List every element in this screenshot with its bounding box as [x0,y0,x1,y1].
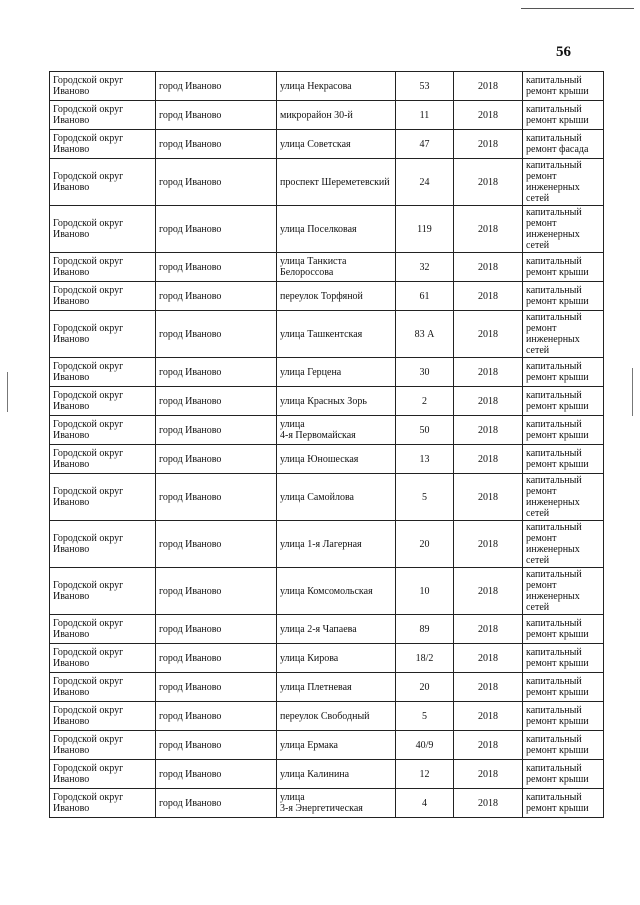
year-cell [454,760,523,789]
city-cell [156,282,277,311]
work-type-cell-text: капитальный ремонт крыши [526,285,589,307]
house-number-cell-text: 11 [419,109,430,121]
year-cell [454,253,523,282]
work-type-cell-text: капитальный ремонт крыши [526,361,589,383]
house-number-cell-text: 83 А [414,328,435,340]
district-cell-text: Городской округ Иваново [53,676,124,698]
house-number-cell-text: 5 [422,710,427,722]
district-cell-text: Городской округ Иваново [53,647,124,669]
house-number-cell [396,731,454,760]
city-cell [156,474,277,521]
street-cell-text: улица 3-я Энергетическая [280,792,363,814]
work-type-cell [523,789,604,818]
work-type-cell-text: капитальный ремонт крыши [526,104,589,126]
repair-program-table [49,71,604,818]
district-cell [50,130,156,159]
district-cell-text: Городской округ Иваново [53,618,124,640]
year-cell [454,311,523,358]
table-row [50,253,604,282]
year-cell-text: 2018 [478,585,498,597]
house-number-cell-text: 20 [419,538,430,550]
district-cell [50,253,156,282]
street-cell [277,72,396,101]
house-number-cell [396,474,454,521]
table-row [50,644,604,673]
district-cell-text: Городской округ Иваново [53,285,124,307]
city-cell [156,101,277,130]
work-type-cell [523,445,604,474]
house-number-cell [396,282,454,311]
district-cell [50,474,156,521]
work-type-cell-text: капитальный ремонт инженерных сетей [526,475,582,519]
year-cell [454,72,523,101]
house-number-cell-text: 12 [419,768,430,780]
year-cell-text: 2018 [478,80,498,92]
work-type-cell [523,702,604,731]
street-cell-text: улица 4-я Первомайская [280,419,356,441]
street-cell [277,130,396,159]
city-cell-text: город Иваново [159,366,222,378]
city-cell-text: город Иваново [159,424,222,436]
work-type-cell-text: капитальный ремонт крыши [526,647,589,669]
street-cell [277,282,396,311]
street-cell-text: улица Ермака [280,739,338,751]
district-cell [50,760,156,789]
district-cell-text: Городской округ Иваново [53,390,124,412]
year-cell [454,474,523,521]
work-type-cell [523,130,604,159]
house-number-cell-text: 53 [419,80,430,92]
street-cell-text: улица Юношеская [280,453,359,465]
year-cell [454,282,523,311]
city-cell-text: город Иваново [159,176,222,188]
house-number-cell [396,358,454,387]
city-cell-text: город Иваново [159,109,222,121]
work-type-cell-text: капитальный ремонт крыши [526,763,589,785]
city-cell-text: город Иваново [159,681,222,693]
district-cell-text: Городской округ Иваново [53,256,124,278]
city-cell-text: город Иваново [159,80,222,92]
table-row [50,445,604,474]
district-cell [50,282,156,311]
street-cell-text: улица Герцена [280,366,342,378]
street-cell-text: улица Ташкентская [280,328,363,340]
year-cell-text: 2018 [478,768,498,780]
work-type-cell [523,416,604,445]
city-cell-text: город Иваново [159,223,222,235]
street-cell-text: улица Комсомольская [280,585,373,597]
city-cell [156,445,277,474]
district-cell [50,101,156,130]
year-cell [454,206,523,253]
year-cell-text: 2018 [478,290,498,302]
street-cell [277,206,396,253]
district-cell [50,731,156,760]
year-cell [454,101,523,130]
work-type-cell-text: капитальный ремонт крыши [526,75,589,97]
street-cell-text: переулок Торфяной [280,290,363,302]
city-cell [156,416,277,445]
year-cell-text: 2018 [478,797,498,809]
year-cell-text: 2018 [478,109,498,121]
street-cell-text: проспект Шереметевский [280,176,390,188]
district-cell [50,159,156,206]
city-cell-text: город Иваново [159,739,222,751]
year-cell-text: 2018 [478,453,498,465]
district-cell-text: Городской округ Иваново [53,734,124,756]
table-row [50,731,604,760]
table-row [50,789,604,818]
district-cell [50,72,156,101]
work-type-cell [523,206,604,253]
year-cell [454,416,523,445]
house-number-cell-text: 119 [417,223,432,235]
table-row [50,615,604,644]
city-cell [156,159,277,206]
city-cell-text: город Иваново [159,652,222,664]
district-cell-text: Городской округ Иваново [53,486,124,508]
street-cell [277,760,396,789]
street-cell-text: переулок Свободный [280,710,370,722]
work-type-cell [523,615,604,644]
district-cell [50,521,156,568]
city-cell [156,760,277,789]
street-cell-text: улица Советская [280,138,351,150]
year-cell [454,358,523,387]
street-cell [277,731,396,760]
work-type-cell [523,311,604,358]
work-type-cell-text: капитальный ремонт крыши [526,618,589,640]
year-cell [454,673,523,702]
year-cell [454,789,523,818]
year-cell [454,615,523,644]
city-cell [156,521,277,568]
table-body [50,72,604,818]
work-type-cell [523,72,604,101]
city-cell-text: город Иваново [159,290,222,302]
year-cell-text: 2018 [478,366,498,378]
city-cell [156,72,277,101]
district-cell [50,615,156,644]
work-type-cell [523,521,604,568]
house-number-cell-text: 20 [419,681,430,693]
work-type-cell-text: капитальный ремонт инженерных сетей [526,207,582,251]
street-cell-text: улица 2-я Чапаева [280,623,357,635]
city-cell-text: город Иваново [159,328,222,340]
district-cell [50,358,156,387]
city-cell-text: город Иваново [159,623,222,635]
district-cell [50,789,156,818]
year-cell-text: 2018 [478,395,498,407]
year-cell-text: 2018 [478,261,498,273]
street-cell-text: улица Калинина [280,768,350,780]
work-type-cell-text: капитальный ремонт крыши [526,676,589,698]
district-cell-text: Городской округ Иваново [53,361,124,383]
district-cell [50,387,156,416]
street-cell [277,253,396,282]
work-type-cell-text: капитальный ремонт крыши [526,448,589,470]
street-cell [277,673,396,702]
header-rule [521,8,634,9]
district-cell-text: Городской округ Иваново [53,448,124,470]
city-cell-text: город Иваново [159,491,222,503]
house-number-cell [396,159,454,206]
street-cell [277,568,396,615]
city-cell [156,673,277,702]
table-row [50,387,604,416]
district-cell [50,568,156,615]
house-number-cell [396,101,454,130]
work-type-cell-text: капитальный ремонт крыши [526,256,589,278]
street-cell [277,159,396,206]
table-row [50,159,604,206]
district-cell [50,702,156,731]
district-cell-text: Городской округ Иваново [53,75,124,97]
table-row [50,673,604,702]
house-number-cell-text: 2 [422,395,427,407]
year-cell [454,521,523,568]
district-cell-text: Городской округ Иваново [53,792,124,814]
year-cell-text: 2018 [478,538,498,550]
street-cell [277,521,396,568]
district-cell [50,311,156,358]
year-cell [454,644,523,673]
district-cell-text: Городской округ Иваново [53,133,124,155]
year-cell-text: 2018 [478,739,498,751]
work-type-cell [523,282,604,311]
street-cell [277,387,396,416]
district-cell-text: Городской округ Иваново [53,763,124,785]
street-cell-text: улица 1-я Лагерная [280,538,362,550]
table-row [50,702,604,731]
year-cell [454,130,523,159]
house-number-cell [396,702,454,731]
work-type-cell [523,760,604,789]
district-cell-text: Городской округ Иваново [53,323,124,345]
work-type-cell-text: капитальный ремонт инженерных сетей [526,160,582,204]
year-cell-text: 2018 [478,138,498,150]
street-cell [277,358,396,387]
city-cell-text: город Иваново [159,453,222,465]
table-row [50,521,604,568]
table-row [50,101,604,130]
year-cell [454,387,523,416]
district-cell-text: Городской округ Иваново [53,218,124,240]
city-cell-text: город Иваново [159,261,222,273]
city-cell [156,358,277,387]
year-cell [454,731,523,760]
work-type-cell [523,387,604,416]
street-cell-text: микрорайон 30-й [280,109,353,121]
scan-margin-mark-left [7,372,8,412]
house-number-cell [396,673,454,702]
city-cell-text: город Иваново [159,797,222,809]
house-number-cell [396,644,454,673]
house-number-cell [396,521,454,568]
work-type-cell [523,159,604,206]
district-cell-text: Городской округ Иваново [53,580,124,602]
house-number-cell [396,311,454,358]
street-cell [277,416,396,445]
work-type-cell-text: капитальный ремонт инженерных сетей [526,312,582,356]
house-number-cell-text: 40/9 [415,739,434,751]
house-number-cell [396,72,454,101]
year-cell-text: 2018 [478,491,498,503]
work-type-cell-text: капитальный ремонт крыши [526,390,589,412]
district-cell-text: Городской округ Иваново [53,171,124,193]
district-cell-text: Городской округ Иваново [53,705,124,727]
district-cell [50,416,156,445]
table-row [50,568,604,615]
work-type-cell-text: капитальный ремонт фасада [526,133,589,155]
page-number: 56 [556,44,571,60]
work-type-cell [523,358,604,387]
city-cell [156,206,277,253]
house-number-cell [396,416,454,445]
city-cell [156,702,277,731]
house-number-cell [396,760,454,789]
house-number-cell-text: 32 [419,261,430,273]
street-cell-text: улица Танкиста Белороссова [280,256,347,278]
district-cell-text: Городской округ Иваново [53,419,124,441]
work-type-cell [523,253,604,282]
work-type-cell [523,474,604,521]
table-row [50,311,604,358]
district-cell-text: Городской округ Иваново [53,104,124,126]
street-cell-text: улица Кирова [280,652,339,664]
year-cell-text: 2018 [478,176,498,188]
street-cell-text: улица Некрасова [280,80,352,92]
work-type-cell-text: капитальный ремонт крыши [526,792,589,814]
work-type-cell [523,568,604,615]
house-number-cell-text: 24 [419,176,430,188]
city-cell [156,568,277,615]
house-number-cell-text: 89 [419,623,430,635]
street-cell-text: улица Самойлова [280,491,354,503]
house-number-cell-text: 50 [419,424,430,436]
district-cell [50,673,156,702]
city-cell [156,789,277,818]
house-number-cell-text: 10 [419,585,430,597]
city-cell-text: город Иваново [159,395,222,407]
house-number-cell [396,206,454,253]
year-cell [454,568,523,615]
work-type-cell-text: капитальный ремонт крыши [526,419,589,441]
table-row [50,130,604,159]
street-cell [277,615,396,644]
work-type-cell-text: капитальный ремонт крыши [526,734,589,756]
work-type-cell [523,101,604,130]
house-number-cell-text: 13 [419,453,430,465]
house-number-cell [396,789,454,818]
house-number-cell [396,445,454,474]
year-cell-text: 2018 [478,223,498,235]
city-cell [156,615,277,644]
house-number-cell-text: 61 [419,290,430,302]
house-number-cell-text: 4 [422,797,427,809]
city-cell-text: город Иваново [159,585,222,597]
city-cell [156,253,277,282]
district-cell-text: Городской округ Иваново [53,533,124,555]
house-number-cell-text: 47 [419,138,430,150]
street-cell [277,311,396,358]
table-row [50,358,604,387]
year-cell [454,702,523,731]
street-cell [277,101,396,130]
street-cell [277,644,396,673]
table-row [50,416,604,445]
house-number-cell [396,253,454,282]
work-type-cell-text: капитальный ремонт крыши [526,705,589,727]
house-number-cell [396,130,454,159]
city-cell-text: город Иваново [159,538,222,550]
table-row [50,760,604,789]
house-number-cell-text: 5 [422,491,427,503]
city-cell [156,130,277,159]
city-cell-text: город Иваново [159,768,222,780]
district-cell [50,644,156,673]
work-type-cell [523,731,604,760]
street-cell-text: улица Плетневая [280,681,352,693]
street-cell-text: улица Красных Зорь [280,395,367,407]
city-cell [156,731,277,760]
city-cell [156,311,277,358]
city-cell [156,644,277,673]
house-number-cell-text: 18/2 [415,652,434,664]
scan-margin-mark-right [632,368,633,416]
work-type-cell-text: капитальный ремонт инженерных сетей [526,569,582,613]
house-number-cell [396,615,454,644]
year-cell [454,445,523,474]
street-cell [277,702,396,731]
city-cell [156,387,277,416]
street-cell [277,789,396,818]
table-row [50,206,604,253]
work-type-cell [523,644,604,673]
street-cell [277,474,396,521]
district-cell [50,206,156,253]
district-cell [50,445,156,474]
street-cell [277,445,396,474]
city-cell-text: город Иваново [159,138,222,150]
year-cell-text: 2018 [478,424,498,436]
year-cell-text: 2018 [478,328,498,340]
house-number-cell-text: 30 [419,366,430,378]
table-row [50,72,604,101]
work-type-cell [523,673,604,702]
year-cell [454,159,523,206]
work-type-cell-text: капитальный ремонт инженерных сетей [526,522,582,566]
street-cell-text: улица Поселковая [280,223,357,235]
year-cell-text: 2018 [478,652,498,664]
house-number-cell [396,387,454,416]
year-cell-text: 2018 [478,681,498,693]
year-cell-text: 2018 [478,623,498,635]
table-row [50,474,604,521]
year-cell-text: 2018 [478,710,498,722]
table-row [50,282,604,311]
house-number-cell [396,568,454,615]
city-cell-text: город Иваново [159,710,222,722]
